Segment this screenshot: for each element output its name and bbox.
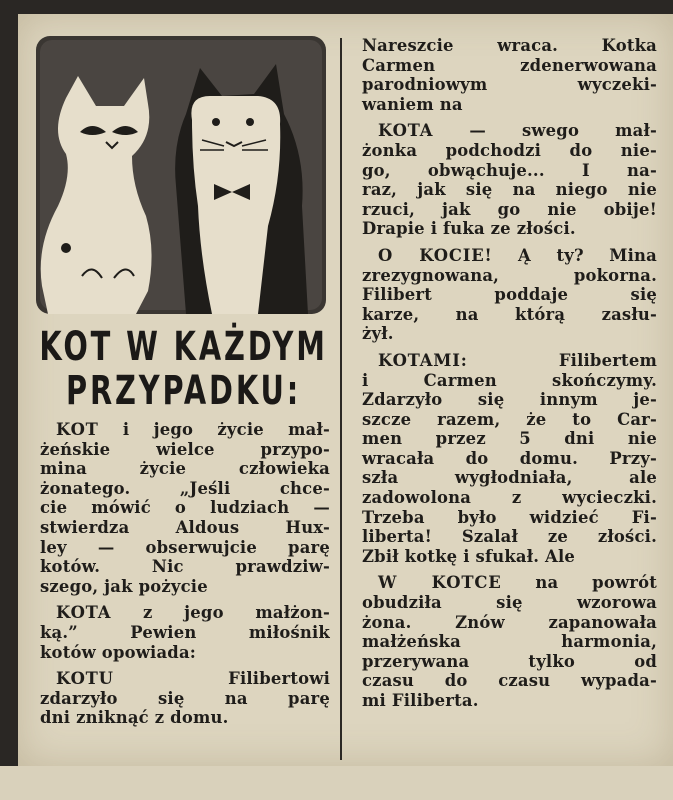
line-text: Drapie i fuka ze złości. bbox=[362, 219, 576, 239]
text-line bbox=[40, 538, 330, 558]
lead-word: KOTAMI: bbox=[378, 350, 468, 370]
line-text: cie mówić o ludziach — bbox=[40, 498, 330, 518]
line-text: żeńskie wielce przypo- bbox=[40, 439, 330, 459]
text-line bbox=[362, 488, 657, 508]
line-text: Ą ty? Mina bbox=[492, 245, 657, 265]
line-text: przerywana tylko od bbox=[362, 651, 657, 671]
right_column-paragraph bbox=[362, 351, 657, 567]
text-line bbox=[362, 691, 657, 711]
column-divider bbox=[340, 38, 342, 760]
left_column-paragraph bbox=[40, 603, 330, 662]
text-line bbox=[362, 36, 657, 56]
right-column bbox=[362, 36, 657, 718]
line-text: Filibert poddaje się bbox=[362, 285, 657, 305]
line-text: Filibertowi bbox=[113, 669, 330, 689]
line-text: go, obwąchuje... I na- bbox=[362, 160, 657, 180]
right_column-paragraph bbox=[362, 573, 657, 710]
line-text: liberta! Szalał ze złości. bbox=[362, 527, 657, 547]
headline-line-1: KOT W KAŻDYM bbox=[39, 324, 328, 370]
text-line bbox=[362, 246, 657, 266]
text-line bbox=[40, 689, 330, 709]
text-line bbox=[362, 141, 657, 161]
text-line bbox=[40, 440, 330, 460]
line-text: dni zniknąć z domu. bbox=[40, 708, 229, 728]
text-line bbox=[40, 643, 330, 663]
text-line bbox=[362, 410, 657, 430]
line-text: żył. bbox=[362, 324, 394, 344]
line-text: Zbił kotkę i sfukał. Ale bbox=[362, 546, 576, 566]
text-line bbox=[40, 603, 330, 623]
text-line bbox=[40, 557, 330, 577]
lead-word: W KOTCE bbox=[378, 573, 502, 593]
line-text: małżeńska harmonia, bbox=[362, 632, 657, 652]
line-text: stwierdza Aldous Hux- bbox=[40, 517, 330, 537]
text-line bbox=[362, 56, 657, 76]
line-text: waniem na bbox=[362, 94, 463, 114]
text-line bbox=[40, 459, 330, 479]
line-text: Nareszcie wraca. Kotka bbox=[362, 36, 657, 55]
line-text: rzuci, jak go nie obije! bbox=[362, 199, 657, 219]
text-line bbox=[40, 420, 330, 440]
text-line bbox=[362, 324, 657, 344]
line-text: Carmen zdenerwowana bbox=[362, 55, 657, 75]
text-line bbox=[362, 547, 657, 567]
line-text: kotów opowiada: bbox=[40, 642, 197, 662]
text-line bbox=[362, 632, 657, 652]
text-line bbox=[40, 669, 330, 689]
text-line bbox=[362, 652, 657, 672]
text-line bbox=[40, 479, 330, 499]
lead-word: KOTA bbox=[378, 121, 434, 141]
line-text: — swego mał- bbox=[433, 121, 657, 141]
article-headline bbox=[36, 325, 331, 413]
text-line bbox=[362, 161, 657, 181]
cat-couple-illustration bbox=[36, 36, 326, 314]
line-text: żonka podchodzi do nie- bbox=[362, 140, 657, 160]
text-line bbox=[362, 351, 657, 371]
line-text: wracała do domu. Przy- bbox=[362, 448, 657, 468]
text-line bbox=[40, 518, 330, 538]
line-text: raz, jak się na niego nie bbox=[362, 180, 657, 200]
line-text: szcze razem, że to Car- bbox=[362, 409, 657, 429]
page-bottom-margin bbox=[0, 766, 673, 800]
line-text: zrezygnowana, pokorna. bbox=[362, 265, 657, 285]
line-text: zadowolona z wycieczki. bbox=[362, 488, 657, 508]
text-line bbox=[362, 95, 657, 115]
text-line bbox=[362, 429, 657, 449]
text-line bbox=[362, 613, 657, 633]
text-line bbox=[362, 180, 657, 200]
line-text: szego, jak pożycie bbox=[40, 576, 208, 596]
text-line bbox=[40, 623, 330, 643]
right_column-paragraph bbox=[362, 36, 657, 114]
text-line bbox=[362, 527, 657, 547]
line-text: i Carmen skończymy. bbox=[362, 370, 657, 390]
line-text: Filibertem bbox=[467, 350, 657, 370]
text-line bbox=[40, 577, 330, 597]
lead-word: KOT bbox=[56, 420, 99, 439]
line-text: zdarzyło się na parę bbox=[40, 688, 330, 708]
text-line bbox=[362, 449, 657, 469]
line-text: mi Filiberta. bbox=[362, 691, 479, 710]
text-line bbox=[362, 508, 657, 528]
line-text: żonatego. „Jeśli chce- bbox=[40, 478, 330, 498]
text-line bbox=[362, 285, 657, 305]
line-text: czasu do czasu wypada- bbox=[362, 671, 657, 691]
line-text: szła wygłodniała, ale bbox=[362, 468, 657, 488]
line-text: i jego życie mał- bbox=[98, 420, 330, 439]
lead-word: KOTU bbox=[56, 669, 114, 689]
lead-word: O KOCIE! bbox=[378, 245, 493, 265]
line-text: ką.” Pewien miłośnik bbox=[40, 622, 330, 642]
line-text: obudziła się wzorowa bbox=[362, 593, 657, 613]
text-line bbox=[40, 498, 330, 518]
text-line bbox=[362, 468, 657, 488]
text-line bbox=[362, 390, 657, 410]
text-line bbox=[362, 305, 657, 325]
line-text: karze, na którą zasłu- bbox=[362, 304, 657, 324]
text-line bbox=[362, 75, 657, 95]
text-line bbox=[362, 266, 657, 286]
text-line bbox=[362, 121, 657, 141]
line-text: kotów. Nic prawdziw- bbox=[40, 557, 330, 577]
text-line bbox=[362, 573, 657, 593]
left_column-paragraph bbox=[40, 420, 330, 596]
line-text: żona. Znów zapanowała bbox=[362, 612, 657, 632]
line-text: Trzeba było widzieć Fi- bbox=[362, 507, 657, 527]
right_column-paragraph bbox=[362, 246, 657, 344]
line-text: men przez 5 dni nie bbox=[362, 429, 657, 449]
right_column-paragraph bbox=[362, 121, 657, 239]
line-text: mina życie człowieka bbox=[40, 459, 330, 479]
text-line bbox=[40, 708, 330, 728]
left_column-paragraph bbox=[40, 669, 330, 728]
line-text: na powrót bbox=[501, 573, 657, 593]
line-text: z jego małżon- bbox=[111, 603, 330, 623]
line-text: parodniowym wyczeki- bbox=[362, 75, 657, 95]
lead-word: KOTA bbox=[56, 603, 112, 623]
text-line bbox=[362, 371, 657, 391]
text-line bbox=[362, 219, 657, 239]
text-line bbox=[362, 200, 657, 220]
left-column bbox=[40, 420, 330, 735]
text-line bbox=[362, 593, 657, 613]
text-line bbox=[362, 671, 657, 691]
line-text: Zdarzyło się innym je- bbox=[362, 390, 657, 410]
headline-line-2: PRZYPADKU: bbox=[65, 368, 302, 414]
line-text: ley — obserwujcie parę bbox=[40, 537, 330, 557]
